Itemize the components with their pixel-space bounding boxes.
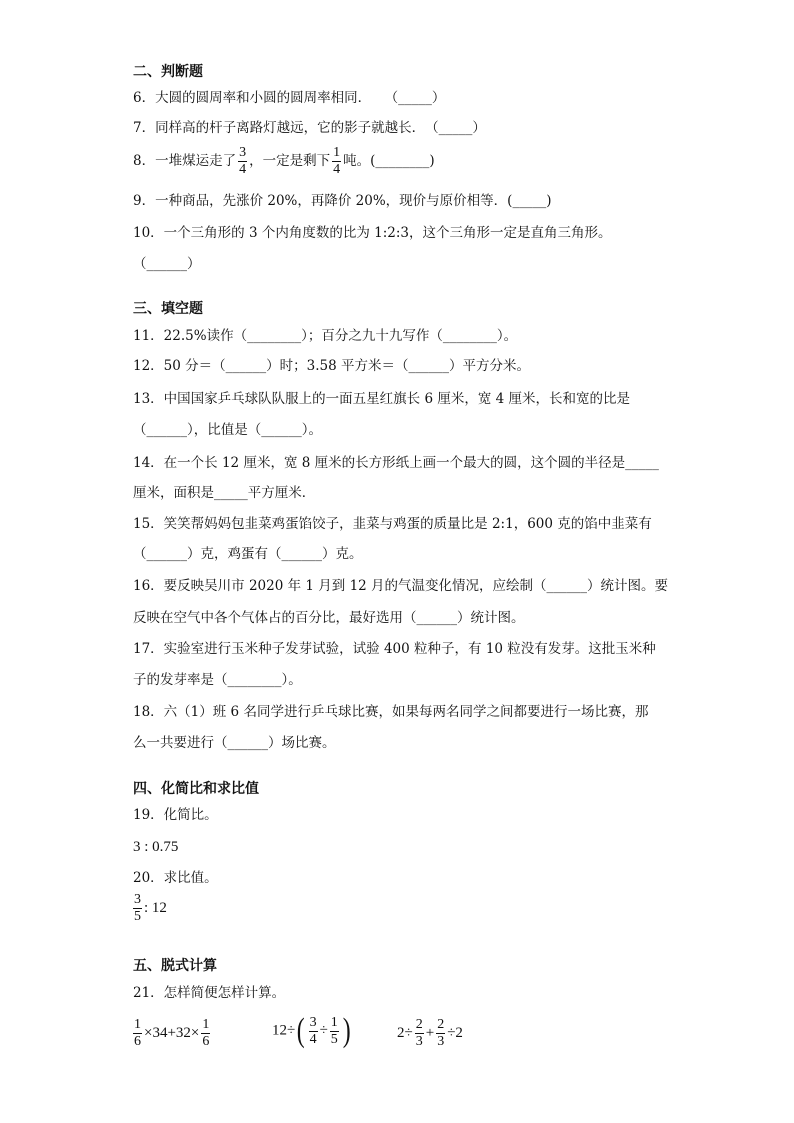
question-14-line2: 厘米，面积是_____平方厘米． <box>133 485 316 501</box>
section-title-judgment: 二、判断题 <box>133 64 203 80</box>
section-title-fill-in: 三、填空题 <box>133 301 203 317</box>
denominator: 3 <box>415 1034 423 1049</box>
question-20: 20．求比值。 <box>133 870 218 886</box>
question-14-line1: 14．在一个长 12 厘米，宽 8 厘米的长方形纸上画一个最大的圆，这个圆的半径是_____ <box>133 455 659 471</box>
expression-suffix: ÷2 <box>447 1024 463 1041</box>
question-19: 19．化简比。 <box>133 807 218 823</box>
numerator: 1 <box>134 1017 141 1032</box>
numerator: 3 <box>239 145 247 160</box>
fraction <box>309 1016 318 1047</box>
question-16-line1: 16．要反映吴川市 2020 年 1 月到 12 月的气温变化情况，应绘制（______）统计图。要 <box>133 578 669 594</box>
question-10-line2: （______） <box>133 256 201 272</box>
fraction <box>133 893 142 924</box>
fraction <box>415 1018 424 1049</box>
question-21: 21．怎样简便怎样计算。 <box>133 985 286 1001</box>
question-8-post: 吨。(________) <box>343 153 435 169</box>
question-18-line1: 18．六（1）班 6 名同学进行乒乓球比赛，如果每两名同学之间都要进行一场比赛，那 <box>133 704 649 720</box>
question-15-line1: 15．笑笑帮妈妈包韭菜鸡蛋馅饺子，韭菜与鸡蛋的质量比是 2:1，600 克的馅中韭菜有 <box>133 516 652 532</box>
question-11: 11．22.5%读作（________）；百分之九十九写作（________）。 <box>133 328 518 344</box>
numerator: 3 <box>309 1014 317 1030</box>
denominator: 3 <box>437 1034 445 1049</box>
fraction <box>133 1018 142 1049</box>
fraction <box>330 1016 339 1047</box>
numerator: 3 <box>134 892 141 907</box>
expression-middle: ×34+32× <box>144 1024 200 1041</box>
question-8 <box>133 146 435 177</box>
fraction <box>238 146 247 177</box>
denominator: 4 <box>333 162 341 177</box>
numerator: 1 <box>333 145 341 160</box>
fraction <box>436 1018 445 1049</box>
ratio-term: : 12 <box>144 899 167 916</box>
numerator: 1 <box>202 1017 210 1032</box>
fraction <box>332 146 341 177</box>
section-title-step-calculation: 五、脱式计算 <box>133 958 217 974</box>
expression-3 <box>397 1018 463 1049</box>
question-7: 7．同样高的杆子离路灯越远，它的影子就越长． （_____） <box>133 120 486 136</box>
operator: ÷ <box>319 1022 328 1039</box>
question-8-pre: 8．一堆煤运走了 <box>133 153 237 169</box>
expression-prefix: 2÷ <box>397 1024 413 1041</box>
expression-prefix: 12÷ <box>272 1022 296 1039</box>
numerator: 2 <box>415 1017 423 1032</box>
question-12: 12．50 分＝（______）时；3.58 平方米＝（______）平方分米。 <box>133 358 530 374</box>
section-title-simplify-ratio: 四、化简比和求比值 <box>133 781 259 797</box>
denominator: 4 <box>239 162 247 177</box>
question-6: 6．大圆的圆周率和小圆的圆周率相同． （_____） <box>133 90 446 106</box>
question-9: 9．一种商品，先涨价 20%，再降价 20%，现价与原价相等．(_____) <box>133 193 552 209</box>
question-15-line2: （______）克，鸡蛋有（______）克。 <box>133 546 363 562</box>
operator: + <box>425 1024 435 1041</box>
question-10-line1: 10．一个三角形的 3 个内角度数的比为 1:2:3，这个三角形一定是直角三角形。 <box>133 225 612 241</box>
fraction <box>201 1018 210 1049</box>
denominator: 6 <box>134 1034 141 1049</box>
expression-1 <box>133 1018 212 1049</box>
numerator: 2 <box>437 1017 445 1032</box>
denominator: 5 <box>134 909 141 924</box>
left-paren: ( <box>296 1012 305 1049</box>
question-16-line2: 反映在空气中各个气体占的百分比，最好选用（______）统计图。 <box>133 610 525 626</box>
denominator: 6 <box>202 1034 210 1049</box>
right-paren: ) <box>342 1012 351 1049</box>
denominator: 4 <box>309 1031 317 1047</box>
question-13-line1: 13．中国国家乒乓球队队服上的一面五星红旗长 6 厘米，宽 4 厘米，长和宽的比是 <box>133 391 631 407</box>
question-13-line2: （______），比值是（______）。 <box>133 422 322 438</box>
question-19-expression: 3 : 0.75 <box>133 839 179 855</box>
numerator: 1 <box>330 1014 338 1030</box>
question-8-mid: ，一定是剩下 <box>249 153 331 169</box>
expression-2 <box>272 1014 352 1048</box>
denominator: 5 <box>330 1031 338 1047</box>
question-18-line2: 么一共要进行（______）场比赛。 <box>133 735 336 751</box>
question-20-expression <box>133 893 167 924</box>
question-17-line2: 子的发芽率是（________）。 <box>133 672 302 688</box>
question-17-line1: 17．实验室进行玉米种子发芽试验，试验 400 粒种子，有 10 粒没有发芽。这批玉米种 <box>133 641 656 657</box>
